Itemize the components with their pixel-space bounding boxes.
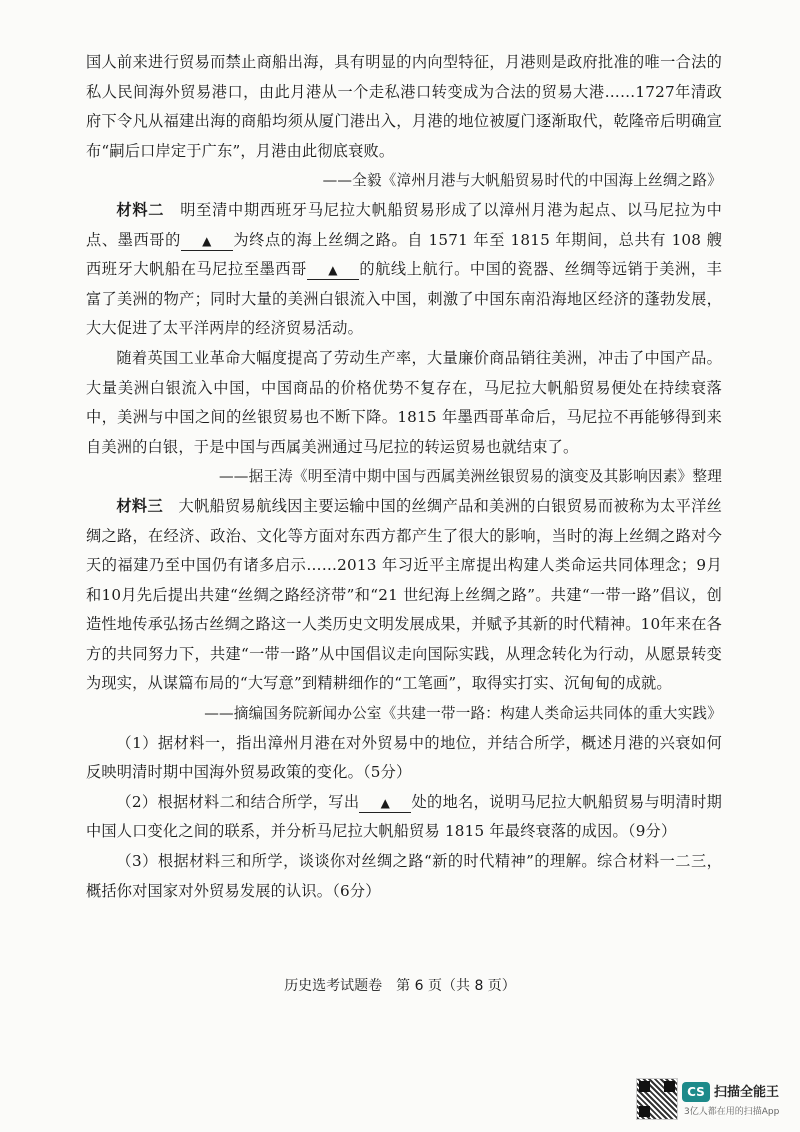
material1-source: ——全毅《漳州月港与大帆船贸易时代的中国海上丝绸之路》 — [322, 172, 722, 190]
question-2-text-a: （2）根据材料二和结合所学，写出 — [116, 792, 360, 811]
scanner-app-tagline: 3亿人都在用的扫描App — [684, 1107, 780, 1117]
material2-text-b: 为终点的海上丝绸之路。自 1571 年至 1815 年期间，总共有 108 艘西班牙大帆船在马尼拉至墨西哥 — [86, 230, 723, 279]
material3-label: 材料三 — [116, 496, 163, 515]
material2-text-a: 明至清中期西班牙马尼拉大帆船贸易形成了以漳州月港为起点、以马尼拉为中点、墨西哥的 — [86, 200, 722, 249]
answer-blank-2 — [307, 260, 359, 280]
material2-text-c: 的航线上航行。中国的瓷器、丝绸等远销于美洲，丰富了美洲的物产；同时大量的美洲白银流入中国，刺激了中国东南沿海地区经济的蓬勃发展，大大促进了太平洋两岸的经济贸易活动。 — [86, 260, 722, 338]
scanner-app-name: 扫描全能王 — [714, 1085, 780, 1100]
triangle-marker-icon: ▲ — [202, 233, 212, 248]
material2-source: ——据王涛《明至清中期中国与西属美洲丝银贸易的演变及其影响因素》整理 — [219, 468, 722, 486]
triangle-marker-icon: ▲ — [328, 263, 338, 278]
question-3: （3）根据材料三和所学，谈谈你对丝绸之路“新的时代精神”的理解。综合材料一二三，概括你对国家对外贸易发展的认识。（6分） — [86, 852, 722, 900]
material2-paragraph-1 — [86, 196, 722, 344]
question-2-text-b: 处的地名，说明马尼拉大帆船贸易与明清时期中国人口变化之间的联系，并分析马尼拉大帆船贸易 1815 年最终衰落的成因。（9分） — [86, 792, 722, 841]
question-1: （1）据材料一，指出漳州月港在对外贸易中的地位，并结合所学，概述月港的兴衰如何反映明清时期中国海外贸易政策的变化。（5分） — [86, 733, 722, 782]
camscanner-logo-icon: CS — [682, 1082, 710, 1102]
material3-source: ——摘编国务院新闻办公室《共建一带一路：构建人类命运共同体的重大实践》 — [204, 705, 722, 723]
scanner-watermark — [636, 1078, 786, 1118]
material3-paragraph — [86, 492, 722, 699]
question-2 — [86, 788, 722, 847]
answer-blank-1 — [181, 231, 233, 251]
material1-text: 国人前来进行贸易而禁止商船出海，具有明显的内向型特征，月港则是政府批准的唯一合法的私人民间海外贸易港口，由此月港从一个走私港口转变成为合法的贸易大港……1727年清政府下令凡从福建出海的商船均须从厦门港出入，月港的地位被厦门逐渐取代，乾隆帝后明确宣布“嗣后口岸定于广东”，月港由此彻底衰败。 — [86, 53, 722, 160]
answer-blank-ref — [359, 793, 411, 813]
material2-paragraph-2: 随着英国工业革命大幅度提高了劳动生产率，大量廉价商品销往美洲，冲击了中国产品。大量美洲白银流入中国，中国商品的价格优势不复存在，马尼拉大帆船贸易便处在持续衰落中，美洲与中国之间的丝银贸易也不断下降。1815 年墨西哥革命后，马尼拉不再能够得到来自美洲的白银，于是中国与西属美洲通过马尼拉的转运贸易也就结束了。 — [86, 348, 722, 456]
page-content — [86, 48, 722, 906]
triangle-marker-icon: ▲ — [380, 795, 391, 810]
page-footer: 历史选考试题卷 第 6 页（共 8 页） — [284, 978, 516, 994]
qr-code-icon — [636, 1078, 678, 1120]
material2-label: 材料二 — [116, 200, 165, 219]
material3-text: 大帆船贸易航线因主要运输中国的丝绸产品和美洲的白银贸易而被称为太平洋丝绸之路，在经济、政治、文化等方面对东西方都产生了很大的影响，当时的海上丝绸之路对今天的福建乃至中国仍有诸多启示……2013 年习近平主席提出构建人类命运共同体理念；9月和10月先后提出共建“丝绸之路经济带”和“21 世纪海上丝绸之路”。共建“一带一路”倡议，创造性地传承弘扬古丝绸之路这一人类历史文明发展成果，并赋予其新的时代精神。10年来在各方的共同努力下，共建“一带一路”从中国倡议走向国际实践，从理念转化为行动，从愿景转变为现实，从谋篇布局的“大写意”到精耕细作的“工笔画”，取得实打实、沉甸甸的成就。 — [86, 496, 723, 693]
